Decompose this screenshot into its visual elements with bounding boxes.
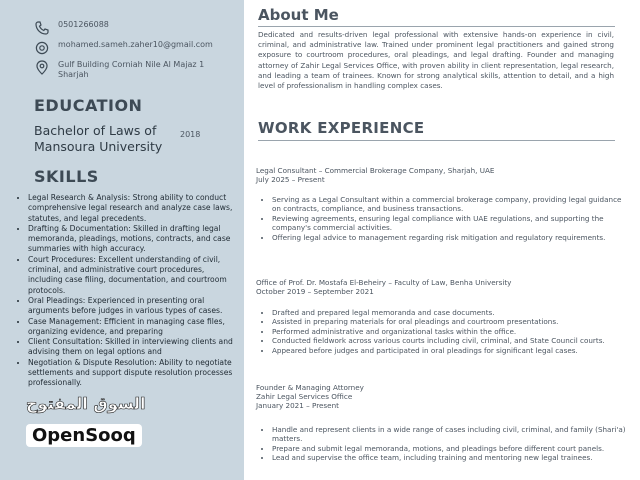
job-title: Founder & Managing Attorney: [256, 383, 364, 392]
responsibility-item: • Performed administrative and organizational tasks within the office.: [272, 327, 628, 336]
responsibility-item: • Handle and represent clients in a wide range of cases including civil, criminal, and family (Shari'a) matters.: [272, 425, 628, 444]
job-date: January 2021 – Present: [256, 401, 339, 410]
about-text: Dedicated and results-driven legal professional with extensive hands-on experience in civil, criminal, and administrative law. Trained under prominent legal practitioners and gained strong exposure to courtroom procedures, oral pleadings, and legal drafting. Founder and managing attorney of Zahir Legal Services Office, with proven ability in client representation, legal research, and leading a team of trainees. Known for strong analytical skills, attention to detail, and a high level of professionalism in handling complex cases.: [258, 30, 614, 91]
job-date: July 2025 – Present: [256, 175, 325, 184]
job-subtitle: Zahir Legal Services Office: [256, 392, 353, 401]
skill-item: • Negotiation & Dispute Resolution: Ability to negotiate settlements and support dispute resolution processes professionally.: [28, 358, 240, 389]
responsibility-item: • Drafted and prepared legal memoranda and case documents.: [272, 308, 628, 317]
skill-item: • Drafting & Documentation: Skilled in drafting legal memoranda, pleadings, motions, contracts, and case summaries with high accuracy.: [28, 224, 240, 255]
degree-year: 2018: [180, 130, 201, 139]
skill-item: • Oral Pleadings: Experienced in presenting oral arguments before judges in various types of cases.: [28, 296, 240, 317]
job-responsibilities: [258, 425, 628, 463]
contact-email: [34, 40, 213, 56]
skills-heading: SKILLS: [34, 167, 99, 186]
skill-item: • Client Consultation: Skilled in interviewing clients and advising them on legal options and: [28, 337, 240, 358]
job-title: Office of Prof. Dr. Mostafa El-Beheiry – Faculty of Law, Benha University: [256, 278, 512, 287]
skills-list: [16, 193, 240, 389]
skill-item: • Legal Research & Analysis: Strong ability to conduct comprehensive legal research and analyze case laws, statutes, and legal precedents.: [28, 193, 240, 224]
degree-title: Bachelor of Laws of Mansoura University: [34, 123, 163, 154]
responsibility-item: • Reviewing agreements, ensuring legal compliance with UAE regulations, and supporting the company's commercial activities.: [272, 214, 628, 233]
address-text: Gulf Building Corniah Nile Al Majaz 1 Sharjah: [58, 60, 205, 79]
education-heading: EDUCATION: [34, 96, 143, 115]
about-heading: About Me: [258, 6, 339, 24]
contact-phone: [34, 20, 109, 36]
skill-item: • Court Procedures: Excellent understanding of civil, criminal, and administrative court procedures, including case filing, documentation, and courtroom protocols.: [28, 255, 240, 296]
work-divider: [258, 140, 615, 141]
responsibility-item: • Serving as a Legal Consultant within a commercial brokerage company, providing legal guidance on contracts, compliance, and business transactions.: [272, 195, 628, 214]
skill-item: • Case Management: Efficient in managing case files, organizing evidence, and preparing: [28, 317, 240, 338]
job-responsibilities: [258, 308, 628, 355]
job-title: Legal Consultant – Commercial Brokerage Company, Sharjah, UAE: [256, 166, 495, 175]
watermark-arabic: السوق المفتوح: [26, 394, 146, 413]
contact-address: [34, 60, 234, 80]
responsibility-item: • Offering legal advice to management regarding risk mitigation and regulatory requirements.: [272, 233, 628, 242]
about-divider: [258, 26, 615, 27]
location-icon: [34, 60, 50, 76]
responsibility-item: • Prepare and submit legal memoranda, motions, and pleadings before different court panels.: [272, 444, 628, 453]
phone-text: 0501266088: [58, 20, 109, 29]
responsibility-item: • Conducted fieldwork across various courts including civil, criminal, and State Council courts.: [272, 336, 628, 345]
job-date: October 2019 – September 2021: [256, 287, 374, 296]
responsibility-item: • Assisted in preparing materials for oral pleadings and courtroom presentations.: [272, 317, 628, 326]
responsibility-item: • Lead and supervise the office team, including training and mentoring new legal trainees.: [272, 453, 628, 462]
watermark-logo: OpenSooq: [26, 424, 142, 447]
work-heading: WORK EXPERIENCE: [258, 119, 425, 137]
responsibility-item: • Appeared before judges and participated in oral pleadings for significant legal cases.: [272, 346, 628, 355]
job-responsibilities: [258, 195, 628, 242]
email-text: mohamed.sameh.zaher10@gmail.com: [58, 40, 213, 49]
email-icon: [34, 40, 50, 56]
phone-icon: [34, 20, 50, 36]
